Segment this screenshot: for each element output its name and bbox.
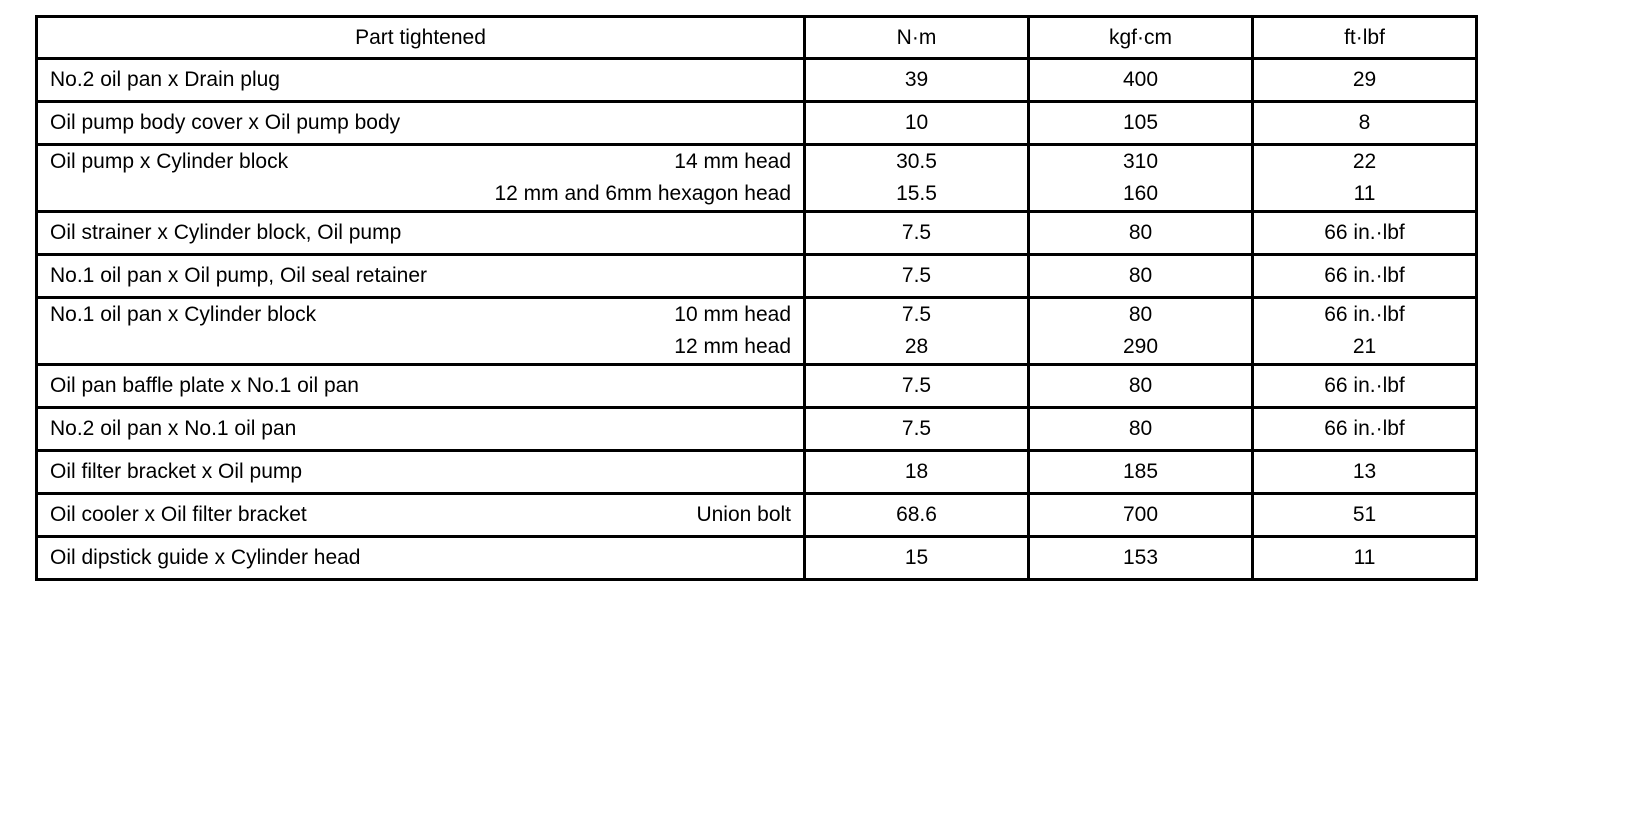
part-line xyxy=(50,538,791,578)
ftlbf-cell xyxy=(1253,494,1477,537)
nm-value: 10 xyxy=(904,111,929,134)
ftlbf-value: 11 xyxy=(1353,546,1376,569)
nm-cell xyxy=(805,408,1029,451)
kgfcm-cell xyxy=(1029,451,1253,494)
part-name: No.1 oil pan x Cylinder block xyxy=(50,303,317,326)
ftlbf-cell xyxy=(1253,255,1477,298)
part-line xyxy=(50,452,791,492)
nm-value: 7.5 xyxy=(901,221,932,244)
ftlbf-cell xyxy=(1253,298,1477,365)
part-sub-line xyxy=(50,331,791,363)
header-kgfcm: kgf·cm xyxy=(1029,17,1253,59)
kgfcm-value: 700 xyxy=(1122,503,1159,526)
header-row xyxy=(37,17,1477,59)
nm-value: 7.5 xyxy=(901,374,932,397)
part-cell xyxy=(37,451,805,494)
part-line xyxy=(50,60,791,100)
nm-value: 68.6 xyxy=(896,503,937,526)
nm-cell xyxy=(805,365,1029,408)
table-row xyxy=(37,255,1477,298)
part-cell xyxy=(37,365,805,408)
nm-value: 7.5 xyxy=(901,417,932,440)
ftlbf-cell xyxy=(1253,59,1477,102)
part-name: Oil strainer x Cylinder block, Oil pump xyxy=(50,221,402,244)
part-line xyxy=(50,366,791,406)
ftlbf-cell xyxy=(1253,145,1477,212)
header-part: Part tightened xyxy=(37,17,805,59)
part-cell xyxy=(37,255,805,298)
nm-sub-value: 28 xyxy=(904,335,929,358)
part-sub-note: 12 mm head xyxy=(674,335,791,358)
part-cell xyxy=(37,59,805,102)
ftlbf-value: 66 in.·lbf xyxy=(1324,303,1405,326)
part-note: 10 mm head xyxy=(674,303,791,326)
table-row xyxy=(37,537,1477,580)
part-line xyxy=(50,299,791,331)
table-row xyxy=(37,145,1477,212)
kgfcm-value: 185 xyxy=(1122,460,1159,483)
part-cell xyxy=(37,494,805,537)
ftlbf-cell xyxy=(1253,451,1477,494)
header-ftlbf: ft·lbf xyxy=(1253,17,1477,59)
ftlbf-value: 22 xyxy=(1352,150,1377,173)
kgfcm-value: 400 xyxy=(1122,68,1159,91)
table-body xyxy=(37,59,1477,580)
ftlbf-cell xyxy=(1253,102,1477,145)
table-row xyxy=(37,212,1477,255)
ftlbf-value: 51 xyxy=(1352,503,1377,526)
nm-value: 30.5 xyxy=(896,150,937,173)
part-cell xyxy=(37,408,805,451)
table-row xyxy=(37,451,1477,494)
ftlbf-value: 66 in.·lbf xyxy=(1324,417,1405,440)
ftlbf-value: 66 in.·lbf xyxy=(1324,221,1405,244)
nm-value: 7.5 xyxy=(901,264,932,287)
part-cell xyxy=(37,102,805,145)
kgfcm-cell xyxy=(1029,102,1253,145)
part-name: No.2 oil pan x No.1 oil pan xyxy=(50,417,297,440)
ftlbf-cell xyxy=(1253,365,1477,408)
torque-spec-table xyxy=(35,15,1478,581)
nm-cell xyxy=(805,102,1029,145)
ftlbf-cell xyxy=(1253,212,1477,255)
nm-cell xyxy=(805,212,1029,255)
part-name: Oil filter bracket x Oil pump xyxy=(50,460,303,483)
nm-value: 39 xyxy=(904,68,929,91)
kgfcm-cell xyxy=(1029,145,1253,212)
kgfcm-cell xyxy=(1029,255,1253,298)
nm-cell xyxy=(805,59,1029,102)
ftlbf-sub-value: 21 xyxy=(1352,335,1377,358)
kgfcm-value: 80 xyxy=(1128,374,1153,397)
part-cell xyxy=(37,212,805,255)
part-name: No.2 oil pan x Drain plug xyxy=(50,68,280,91)
nm-value: 18 xyxy=(904,460,929,483)
part-cell xyxy=(37,298,805,365)
table-row xyxy=(37,365,1477,408)
table-row xyxy=(37,408,1477,451)
part-sub-line xyxy=(50,178,791,210)
part-note: 14 mm head xyxy=(674,150,791,173)
part-note: Union bolt xyxy=(696,503,791,526)
header-nm: N·m xyxy=(805,17,1029,59)
kgfcm-cell xyxy=(1029,59,1253,102)
nm-value: 7.5 xyxy=(901,303,932,326)
kgfcm-value: 105 xyxy=(1122,111,1159,134)
part-name: Oil pump x Cylinder block xyxy=(50,150,289,173)
kgfcm-cell xyxy=(1029,408,1253,451)
part-name: No.1 oil pan x Oil pump, Oil seal retainer xyxy=(50,264,428,287)
kgfcm-value: 80 xyxy=(1128,264,1153,287)
nm-cell xyxy=(805,451,1029,494)
part-line xyxy=(50,409,791,449)
ftlbf-value: 66 in.·lbf xyxy=(1324,374,1405,397)
kgfcm-cell xyxy=(1029,212,1253,255)
kgfcm-value: 310 xyxy=(1122,150,1159,173)
kgfcm-sub-value: 290 xyxy=(1122,335,1159,358)
part-line xyxy=(50,495,791,535)
nm-cell xyxy=(805,298,1029,365)
part-cell xyxy=(37,537,805,580)
kgfcm-cell xyxy=(1029,298,1253,365)
kgfcm-cell xyxy=(1029,537,1253,580)
table-row xyxy=(37,102,1477,145)
part-cell xyxy=(37,145,805,212)
ftlbf-cell xyxy=(1253,537,1477,580)
ftlbf-value: 29 xyxy=(1352,68,1377,91)
kgfcm-sub-value: 160 xyxy=(1122,182,1159,205)
ftlbf-cell xyxy=(1253,408,1477,451)
nm-cell xyxy=(805,145,1029,212)
table-row xyxy=(37,298,1477,365)
nm-value: 15 xyxy=(904,546,929,569)
ftlbf-value: 66 in.·lbf xyxy=(1324,264,1405,287)
part-name: Oil cooler x Oil filter bracket xyxy=(50,503,307,526)
kgfcm-value: 80 xyxy=(1128,417,1153,440)
ftlbf-sub-value: 11 xyxy=(1353,182,1376,205)
table-row xyxy=(37,59,1477,102)
ftlbf-value: 8 xyxy=(1358,111,1371,134)
kgfcm-cell xyxy=(1029,365,1253,408)
part-line xyxy=(50,256,791,296)
part-name: Oil dipstick guide x Cylinder head xyxy=(50,546,361,569)
part-sub-note: 12 mm and 6mm hexagon head xyxy=(494,182,791,205)
table-row xyxy=(37,494,1477,537)
ftlbf-value: 13 xyxy=(1352,460,1377,483)
kgfcm-value: 80 xyxy=(1128,221,1153,244)
part-name: Oil pan baffle plate x No.1 oil pan xyxy=(50,374,359,397)
nm-cell xyxy=(805,494,1029,537)
kgfcm-cell xyxy=(1029,494,1253,537)
part-line xyxy=(50,213,791,253)
nm-cell xyxy=(805,255,1029,298)
part-name: Oil pump body cover x Oil pump body xyxy=(50,111,401,134)
nm-cell xyxy=(805,537,1029,580)
kgfcm-value: 153 xyxy=(1122,546,1159,569)
part-line xyxy=(50,146,791,178)
kgfcm-value: 80 xyxy=(1128,303,1153,326)
part-line xyxy=(50,103,791,143)
nm-sub-value: 15.5 xyxy=(896,182,937,205)
